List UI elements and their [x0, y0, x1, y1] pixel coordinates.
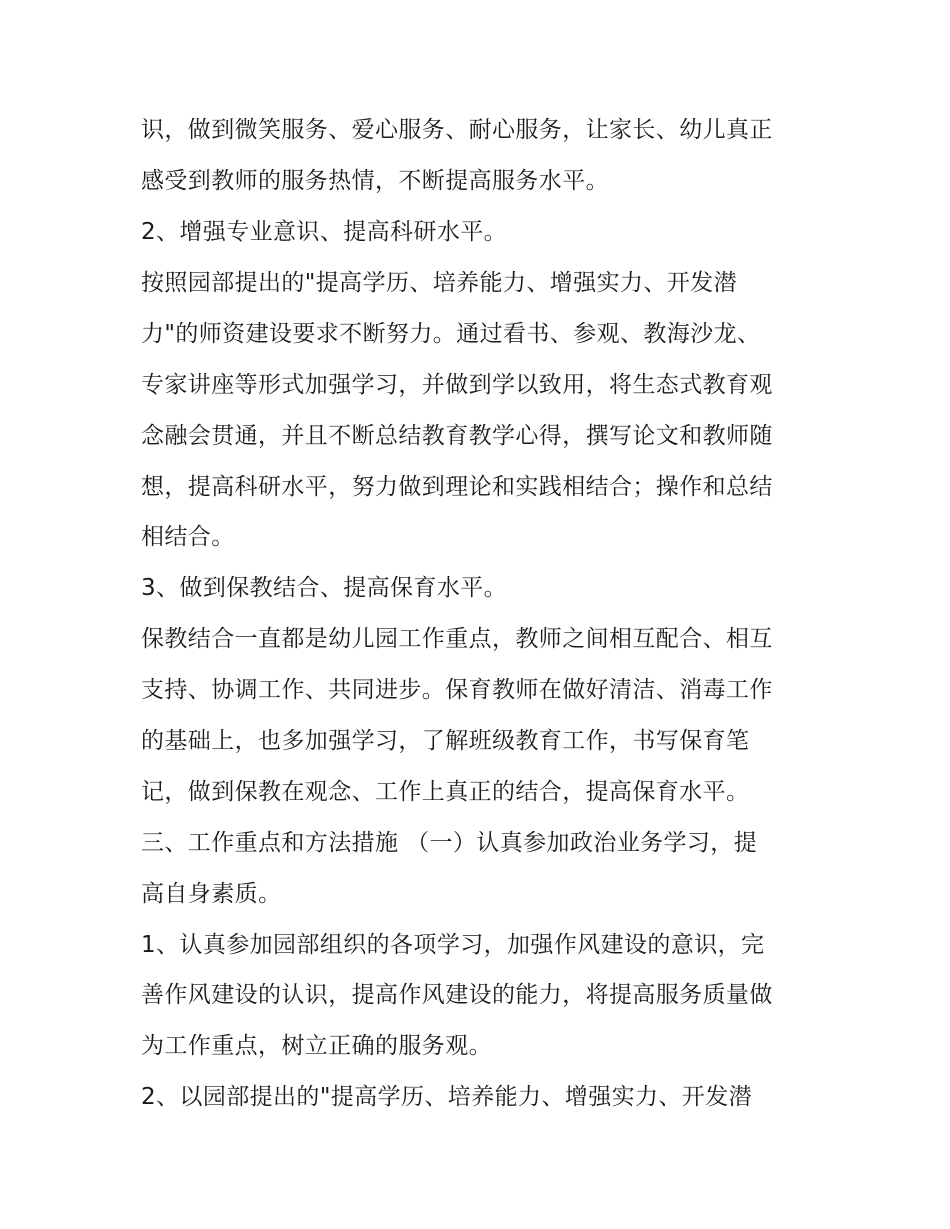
text-line: 想，提高科研水平，努力做到理论和实践相结合；操作和总结 [141, 474, 773, 500]
text-line: 2、以园部提出的"提高学历、培养能力、增强实力、开发潜 [141, 1084, 753, 1110]
text-line: 相结合。 [141, 524, 235, 550]
section-heading: 3、做到保教结合、提高保育水平。 [141, 575, 508, 601]
text-line: 高自身素质。 [141, 881, 282, 907]
text-line: 按照园部提出的"提高学历、培养能力、增强实力、开发潜 [141, 270, 737, 296]
text-line: 为工作重点，树立正确的服务观。 [141, 1033, 492, 1059]
section-heading: 三、工作重点和方法措施 （一）认真参加政治业务学习，提 [141, 830, 758, 856]
text-line: 专家讲座等形式加强学习，并做到学以致用，将生态式教育观 [141, 372, 773, 398]
text-line: 1、认真参加园部组织的各项学习，加强作风建设的意识，完 [141, 932, 765, 958]
section-heading: 2、增强专业意识、提高科研水平。 [141, 219, 508, 245]
text-line: 力"的师资建设要求不断努力。通过看书、参观、教海沙龙、 [141, 321, 761, 347]
text-line: 识，做到微笑服务、爱心服务、耐心服务，让家长、幼儿真正 [141, 117, 773, 143]
text-line: 记，做到保教在观念、工作上真正的结合，提高保育水平。 [141, 779, 750, 805]
text-line: 的基础上，也多加强学习，了解班级教育工作，书写保育笔 [141, 728, 750, 754]
text-line: 善作风建设的认识，提高作风建设的能力，将提高服务质量做 [141, 982, 773, 1008]
text-line: 念融会贯通，并且不断总结教育教学心得，撰写论文和教师随 [141, 423, 773, 449]
text-line: 感受到教师的服务热情，不断提高服务水平。 [141, 168, 609, 194]
text-line: 支持、协调工作、共同进步。保育教师在做好清洁、消毒工作 [141, 677, 773, 703]
text-line: 保教结合一直都是幼儿园工作重点，教师之间相互配合、相互 [141, 626, 773, 652]
